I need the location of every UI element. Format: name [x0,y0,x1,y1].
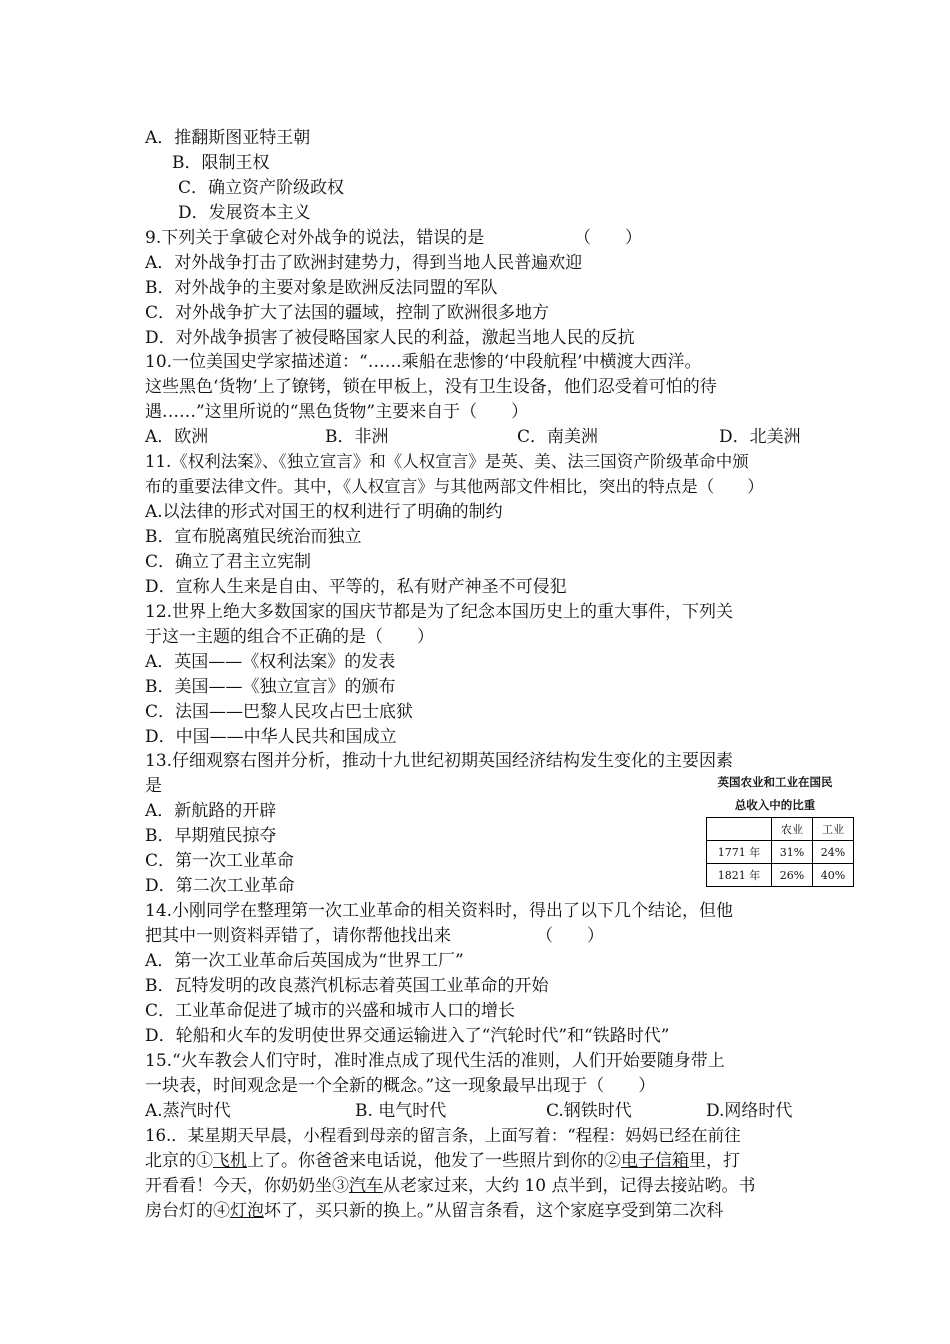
q12-option-c: C．法国——巴黎人民攻占巴士底狱 [145,702,414,722]
table-header-cell: 农业 [772,818,813,841]
q9-option-d: D．对外战争损害了被侵略国家人民的利益，激起当地人民的反抗 [145,328,635,348]
table-cell: 24% [813,841,854,864]
q16-text: 上了。你爸爸来电话说，他发了一些照片到你的② [247,1151,621,1171]
q16-line2 [145,1149,740,1173]
q8-option-d: D．发展资本主义 [178,203,311,223]
q16-underlined-plane: 飞机 [213,1151,247,1171]
table-cell: 1771 年 [707,841,772,864]
q9-answer-paren: （ ） [574,228,642,248]
q13-option-b: B．早期殖民掠夺 [145,826,277,846]
q16-line1: 16.．某星期天早晨，小程看到母亲的留言条，上面写着：“程程：妈妈已经在前往 [145,1126,741,1145]
q11-line2: 布的重要法律文件。其中，《人权宣言》与其他两部文件相比，突出的特点是（ ） [145,477,764,496]
q14-option-d: D．轮船和火车的发明使世界交通运输进入了“汽轮时代”和“铁路时代” [145,1026,670,1046]
q10-option-b: B．非洲 [325,427,389,447]
q14-option-a: A．第一次工业革命后英国成为“世界工厂” [145,951,464,971]
q16-line3 [145,1174,755,1198]
q10-option-d: D．北美洲 [719,427,801,447]
q8-option-a: A．推翻斯图亚特王朝 [145,128,311,148]
q14-answer-paren: （ ） [536,926,604,946]
q9-stem: 9.下列关于拿破仑对外战争的说法，错误的是 [145,228,485,248]
q11-option-a: A.以法律的形式对国王的权利进行了明确的制约 [145,502,503,522]
q16-text: 里，打 [689,1151,740,1171]
q13-line1: 13.仔细观察右图并分析，推动十九世纪初期英国经济结构发生变化的主要因素 [145,751,734,771]
table-cell: 26% [772,864,813,887]
q11-option-b: B．宣布脱离殖民统治而独立 [145,527,362,547]
q16-underlined-email: 电子信箱 [621,1151,689,1171]
q16-text: 北京的① [145,1151,213,1171]
q13-option-d: D．第二次工业革命 [145,876,295,896]
q9-option-a: A．对外战争打击了欧洲封建势力，得到当地人民普遍欢迎 [145,253,583,273]
q12-line2: 于这一主题的组合不正确的是（ ） [145,627,434,647]
q15-option-a: A.蒸汽时代 [145,1101,231,1121]
q10-line1: 10.一位美国史学家描述道：“……乘船在悲惨的‘中段航程’中横渡大西洋。 [145,352,702,372]
q13-data-table [706,817,854,887]
table-cell: 40% [813,864,854,887]
q10-line3: 遇……”这里所说的“黑色货物”主要来自于（ ） [145,402,529,422]
table-header-cell: 工业 [813,818,854,841]
q13-option-a: A．新航路的开辟 [145,801,277,821]
table-row [707,841,854,864]
q14-line2: 把其中一则资料弄错了，请你帮他找出来 [145,926,451,946]
q9-option-c: C．对外战争扩大了法国的疆域，控制了欧洲很多地方 [145,303,550,323]
q13-table-caption-line1: 英国农业和工业在国民 [717,775,833,789]
q16-line4 [145,1199,723,1223]
q12-option-a: A．英国——《权利法案》的发表 [145,652,396,672]
q11-option-d: D．宣称人生来是自由、平等的，私有财产神圣不可侵犯 [145,577,567,597]
q16-underlined-car: 汽车 [349,1176,383,1196]
q14-option-b: B．瓦特发明的改良蒸汽机标志着英国工业革命的开始 [145,976,549,996]
q16-text: 从老家过来，大约 10 点半到，记得去接站哟。书 [383,1176,756,1196]
q10-line2: 这些黑色‘货物’上了镣铐，锁在甲板上，没有卫生设备，他们忍受着可怕的待 [145,377,717,397]
q8-option-b: B．限制王权 [172,153,270,173]
q15-line2: 一块表，时间观念是一个全新的概念。”这一现象最早出现于（ ） [145,1076,656,1096]
q10-option-a: A．欧洲 [145,427,209,447]
table-row [707,864,854,887]
table-cell: 1821 年 [707,864,772,887]
q16-text: 坏了，买只新的换上。”从留言条看，这个家庭享受到第二次科 [264,1201,724,1221]
q10-option-c: C．南美洲 [517,427,599,447]
q12-line1: 12.世界上绝大多数国家的国庆节都是为了纪念本国历史上的重大事件，下列关 [145,602,734,622]
q11-line1: 11.《权利法案》、《独立宣言》和《人权宣言》是英、美、法三国资产阶级革命中颁 [145,452,749,471]
q13-option-c: C．第一次工业革命 [145,851,295,871]
q15-option-c: C.钢铁时代 [546,1101,632,1121]
q14-option-c: C．工业革命促进了城市的兴盛和城市人口的增长 [145,1001,516,1021]
q16-text: 房台灯的④ [145,1201,230,1221]
q13-line2: 是 [145,776,162,796]
q12-option-b: B．美国——《独立宣言》的颁布 [145,677,396,697]
q15-line1: 15.“火车教会人们守时，准时准点成了现代生活的准则，人们开始要随身带上 [145,1051,725,1071]
q8-option-c: C．确立资产阶级政权 [178,178,345,198]
q16-underlined-bulb: 灯泡 [230,1201,264,1221]
table-cell: 31% [772,841,813,864]
q15-option-d: D.网络时代 [706,1101,793,1121]
q13-table-caption-line2: 总收入中的比重 [734,798,816,812]
q12-option-d: D．中国——中华人民共和国成立 [145,727,397,747]
q14-line1: 14.小刚同学在整理第一次工业革命的相关资料时，得出了以下几个结论，但他 [145,901,734,921]
table-header-cell [707,818,772,841]
q11-option-c: C．确立了君主立宪制 [145,552,312,572]
q16-text: 开看看！今天，你奶奶坐③ [145,1176,349,1196]
q9-option-b: B．对外战争的主要对象是欧洲反法同盟的军队 [145,278,498,298]
q15-option-b: B. 电气时代 [355,1101,447,1121]
table-header-row [707,818,854,841]
